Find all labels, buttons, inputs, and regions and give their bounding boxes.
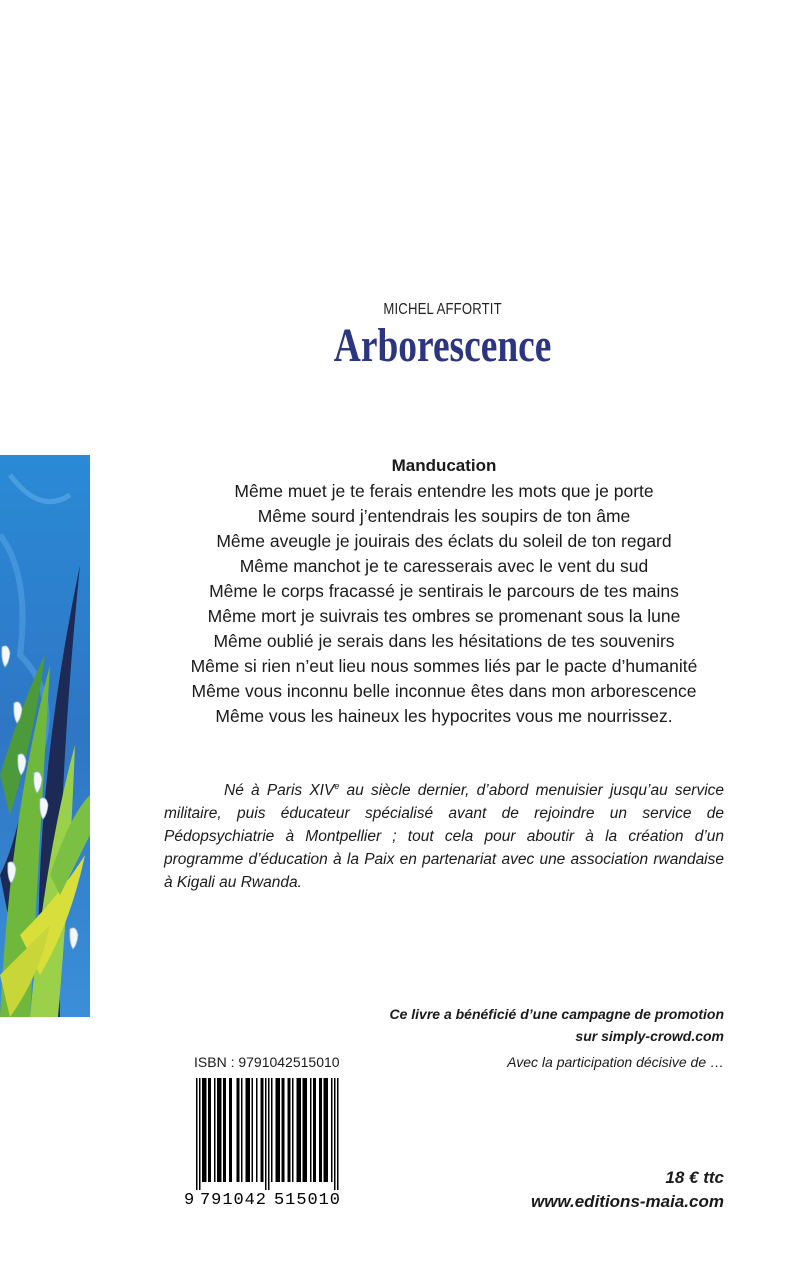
barcode-bar xyxy=(282,1078,284,1182)
barcode-bar xyxy=(249,1078,251,1182)
barcode-digit-first: 9 xyxy=(184,1191,195,1208)
barcode-digits-right: 515010 xyxy=(274,1191,340,1208)
barcode-bar xyxy=(279,1078,281,1182)
barcode-bar xyxy=(304,1078,306,1182)
poem-line: Même le corps fracassé je sentirais le parcours de tes mains xyxy=(209,581,679,601)
barcode-bar xyxy=(289,1078,291,1182)
barcode-bar xyxy=(276,1078,278,1182)
promotion-notice xyxy=(389,1003,724,1047)
barcode-bar xyxy=(247,1078,249,1182)
barcode-guard-bar xyxy=(337,1078,339,1190)
book-title: Arborescence xyxy=(333,319,552,372)
barcode-bar xyxy=(303,1078,305,1182)
barcode-bar xyxy=(283,1078,285,1182)
barcode-bar xyxy=(237,1078,239,1182)
promotion-line-2: sur simply-crowd.com xyxy=(575,1028,724,1044)
barcode-bar xyxy=(310,1078,312,1182)
poem-line: Même vous les haineux les hypocrites vous me nourrissez. xyxy=(215,706,673,726)
barcode-bar xyxy=(217,1078,219,1182)
barcode-bar xyxy=(315,1078,317,1182)
barcode-bar xyxy=(220,1078,222,1182)
author-name: MICHEL AFFORTIT xyxy=(383,301,502,318)
barcode-bar xyxy=(321,1078,323,1182)
barcode-bar xyxy=(256,1078,258,1182)
barcode-bar xyxy=(241,1078,243,1182)
bio-text-start: Né à Paris XIV xyxy=(224,782,335,800)
barcode-bar xyxy=(262,1078,264,1182)
barcode-bar xyxy=(205,1078,207,1182)
participation-note: Avec la participation décisive de … xyxy=(507,1054,724,1070)
barcode-bar xyxy=(325,1078,327,1182)
barcode-bar xyxy=(238,1078,240,1182)
barcode-bar xyxy=(225,1078,227,1182)
barcode-bar xyxy=(327,1078,329,1182)
barcode-bar xyxy=(313,1078,315,1182)
poem-line: Même vous inconnu belle inconnue êtes dans mon arborescence xyxy=(191,681,697,701)
barcode-guard-bar xyxy=(196,1078,198,1190)
barcode-guard-bar xyxy=(199,1078,201,1190)
barcode-bar xyxy=(271,1078,273,1182)
poem xyxy=(160,455,728,729)
barcode-bar xyxy=(202,1078,204,1182)
barcode-bar xyxy=(331,1078,333,1182)
isbn-label: ISBN : 9791042515010 xyxy=(194,1054,340,1070)
barcode-bar xyxy=(208,1078,210,1182)
barcode-bar xyxy=(246,1078,248,1182)
barcode-bar xyxy=(324,1078,326,1182)
barcode-bar xyxy=(288,1078,290,1182)
bio-superscript: e xyxy=(334,781,340,791)
barcode-bar xyxy=(261,1078,263,1182)
author-biography xyxy=(164,775,724,894)
barcode-bar xyxy=(231,1078,233,1182)
publisher-website: www.editions-maia.com xyxy=(530,1192,724,1211)
barcode-bar xyxy=(252,1078,254,1182)
barcode-bar xyxy=(277,1078,279,1182)
barcode-bar xyxy=(229,1078,231,1182)
poem-line: Même muet je te ferais entendre les mots que je porte xyxy=(234,481,654,501)
poem-line: Même si rien n’eut lieu nous sommes liés par le pacte d’humanité xyxy=(190,656,698,676)
barcode-bar xyxy=(300,1078,302,1182)
barcode-bar xyxy=(204,1078,206,1182)
barcode-bar xyxy=(292,1078,294,1182)
promotion-line-1: Ce livre a bénéficié d’une campagne de promotion xyxy=(389,1006,724,1022)
price: 18 € ttc xyxy=(665,1168,724,1187)
barcode-guard-bar xyxy=(265,1078,267,1190)
poem-line: Même sourd j’entendrais les soupirs de ton âme xyxy=(257,506,631,526)
barcode-bar xyxy=(306,1078,308,1182)
bio-text-rest: au siècle dernier, d’abord menuisier jusqu’au service militaire, puis éducateur spécialisé avant de rejoindre un service de Pédopsychiatrie à Montpellier ; tout cela pour aboutir à la création d’un programme d’éducation à la Paix en partenariat avec une association rwandaise à Kigali au Rwanda. xyxy=(164,782,725,892)
poem-line: Même mort je suivrais tes ombres se promenant sous la lune xyxy=(207,606,681,626)
poem-line: Même aveugle je jouirais des éclats du soleil de ton regard xyxy=(216,531,672,551)
barcode-guard-bar xyxy=(268,1078,270,1190)
barcode-bar xyxy=(219,1078,221,1182)
cover-painting-strip xyxy=(0,455,90,1017)
barcode-bar xyxy=(210,1078,212,1182)
barcode-bar xyxy=(223,1078,225,1182)
barcode-digits-left: 791042 xyxy=(200,1191,266,1208)
poem-title: Manducation xyxy=(391,456,497,475)
poem-line: Même oublié je serais dans les hésitations de tes souvenirs xyxy=(213,631,675,651)
isbn-barcode xyxy=(182,1078,352,1208)
poem-line: Même manchot je te caresserais avec le vent du sud xyxy=(239,556,649,576)
barcode-bar xyxy=(214,1078,216,1182)
barcode-bar xyxy=(319,1078,321,1182)
barcode-bar xyxy=(298,1078,300,1182)
barcode-bar xyxy=(297,1078,299,1182)
barcode-guard-bar xyxy=(334,1078,336,1190)
